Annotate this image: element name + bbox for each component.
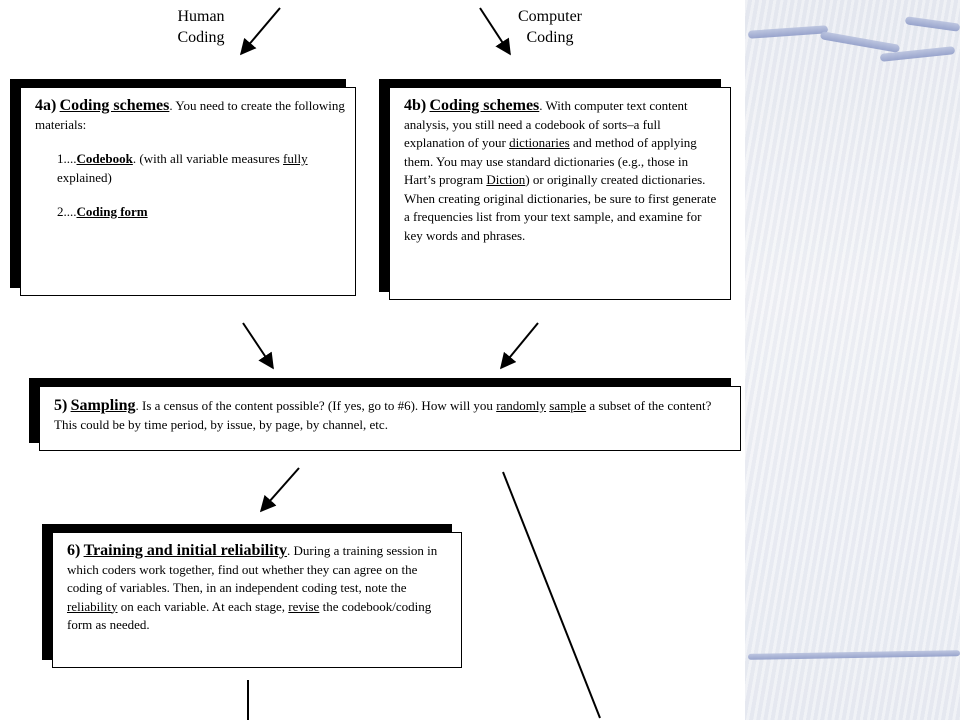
box-5-sampling: 5) Sampling. Is a census of the content possible? (If yes, go to #6). How will you randomly sample a subset of the content? This could be by time period, by issue, by page, by channel, etc.: [39, 386, 741, 451]
arrow-5-to-next: [503, 472, 600, 718]
box-4b-number: 4b): [404, 97, 427, 114]
box-4a-title: Coding schemes: [59, 97, 170, 114]
slide-background-texture: [745, 0, 960, 720]
list-item: 1....Codebook. (with all variable measures fully explained): [57, 151, 308, 185]
arrow-4a-to-5: [243, 323, 273, 368]
box-4b-title: Coding schemes: [429, 97, 540, 114]
box-6-title: Training and initial reliability: [83, 542, 288, 559]
arrow-5-to-6: [261, 468, 299, 511]
computer-coding-label: Computer Coding: [518, 8, 582, 46]
list-item: 2....Coding form: [57, 204, 148, 219]
arrow-4b-to-5: [501, 323, 538, 368]
coding-form-term: Coding form: [76, 204, 148, 219]
arrow-computer-to-4b: [480, 8, 510, 54]
box-5-number: 5): [54, 397, 68, 414]
box-6-number: 6): [67, 542, 81, 559]
box-6-training-reliability: 6) Training and initial reliability. During a training session in which coders work together, find out whether they can agree on the coding of variables. Then, in an independent coding test, note the reliability on each variable. At each stage, revise the codebook/coding form as needed.: [52, 532, 462, 668]
arrow-human-to-4a: [241, 8, 280, 54]
box-5-title: Sampling: [70, 397, 136, 414]
codebook-term: Codebook: [76, 151, 133, 166]
box-4a-number: 4a): [35, 97, 57, 114]
box-4a-intro: . You need to create the following materials:: [35, 98, 345, 132]
box-4b-coding-schemes-computer: 4b) Coding schemes. With computer text content analysis, you still need a codebook of sorts–a full explanation of your dictionaries and method of applying them. You may use standard dictionaries (e.g., those in Hart’s program Diction) or originally created dictionaries. When creating original dictionaries, be sure to first generate a frequencies list from your text sample, and examine for key words and phrases.: [389, 87, 731, 300]
human-coding-label: Human Coding: [177, 8, 225, 46]
